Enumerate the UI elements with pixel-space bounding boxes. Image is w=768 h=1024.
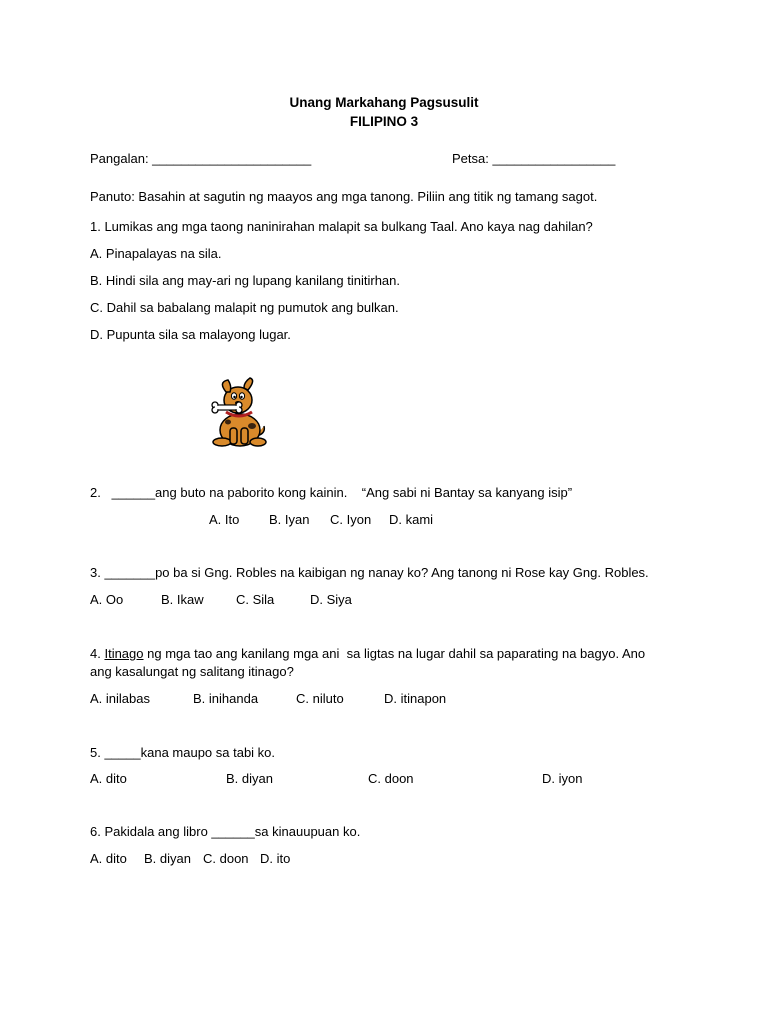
- q3-choice-a: A. Oo: [90, 592, 124, 607]
- q5-choice-c: C. doon: [368, 771, 414, 786]
- question-4: [90, 646, 645, 662]
- q3-choice-c: C. Sila: [236, 592, 275, 607]
- q4-text: ng mga tao ang kanilang mga ani sa ligtas na lugar dahil sa paparating na bagyo. Ano: [143, 646, 646, 661]
- q1-choice-d: D. Pupunta sila sa malayong lugar.: [90, 327, 291, 342]
- q5-choice-a: A. dito: [90, 771, 127, 786]
- question-4-line-2: ang kasalungat ng salitang itinago?: [90, 664, 294, 679]
- question-5: 5. _____kana maupo sa tabi ko.: [90, 745, 276, 760]
- q3-choice-b: B. Ikaw: [161, 592, 204, 607]
- question-6: 6. Pakidala ang libro ______sa kinauupuan ko.: [90, 824, 361, 839]
- q2-choice-a: A. Ito: [209, 512, 240, 527]
- instructions: Panuto: Basahin at sagutin ng maayos ang mga tanong. Piliin ang titik ng tamang sagot.: [90, 189, 598, 204]
- q4-number: 4.: [90, 646, 105, 661]
- q1-choice-b: B. Hindi sila ang may-ari ng lupang kanilang tinitirhan.: [90, 273, 401, 288]
- date-field: Petsa: _________________: [452, 151, 616, 166]
- q4-choice-b: B. inihanda: [193, 691, 259, 706]
- dog-with-bone-icon: [204, 376, 270, 448]
- q5-choice-d: D. iyon: [542, 771, 583, 786]
- q2-choice-b: B. Iyan: [269, 512, 310, 527]
- name-field: Pangalan: ______________________: [90, 151, 312, 166]
- q5-choice-b: B. diyan: [226, 771, 273, 786]
- q4-choice-a: A. inilabas: [90, 691, 150, 706]
- question-1: 1. Lumikas ang mga taong naninirahan malapit sa bulkang Taal. Ano kaya nag dahilan?: [90, 219, 593, 234]
- q1-choice-c: C. Dahil sa babalang malapit ng pumutok ang bulkan.: [90, 300, 399, 315]
- exam-subject: FILIPINO 3: [349, 114, 419, 129]
- q4-choice-c: C. niluto: [296, 691, 344, 706]
- q1-choice-a: A. Pinapalayas na sila.: [90, 246, 222, 261]
- q6-choice-b: B. diyan: [144, 851, 191, 866]
- q4-choice-d: D. itinapon: [384, 691, 447, 706]
- q2-choice-c: C. Iyon: [330, 512, 372, 527]
- q6-choice-a: A. dito: [90, 851, 127, 866]
- q3-choice-d: D. Siya: [310, 592, 352, 607]
- q6-choice-d: D. ito: [260, 851, 291, 866]
- question-3: 3. _______po ba si Gng. Robles na kaibigan ng nanay ko? Ang tanong ni Rose kay Gng. Robles.: [90, 565, 649, 580]
- underlined-word: Itinago: [104, 646, 144, 661]
- question-2: 2. ______ang buto na paborito kong kainin. “Ang sabi ni Bantay sa kanyang isip”: [90, 485, 573, 500]
- q6-choice-c: C. doon: [203, 851, 249, 866]
- exam-title: Unang Markahang Pagsusulit: [289, 95, 479, 110]
- q2-choice-d: D. kami: [389, 512, 434, 527]
